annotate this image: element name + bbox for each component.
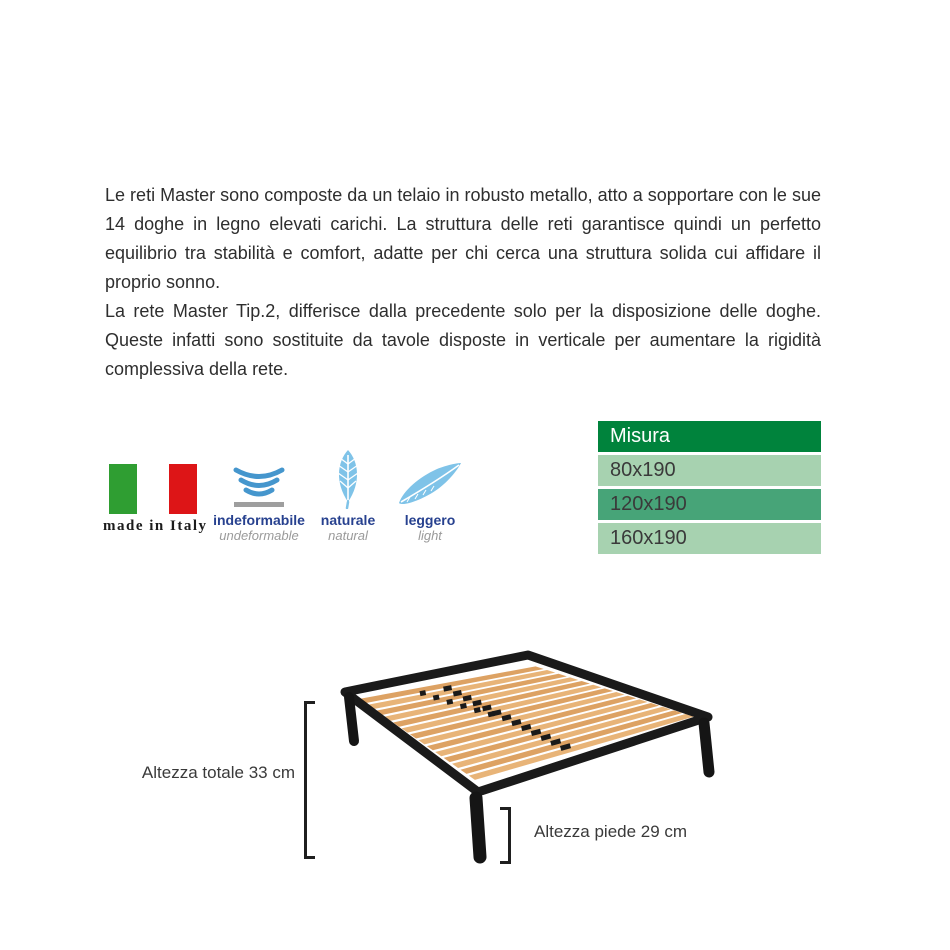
description-paragraph-2: La rete Master Tip.2, differisce dalla precedente solo per la disposizione delle doghe. Queste infatti sono sostituite da tavole disposte in verticale per aumentare la rigidità complessiva della rete.	[105, 301, 821, 379]
bed-frame-svg	[290, 640, 750, 890]
feature-sublabel: light	[418, 528, 442, 543]
feature-label: indeformabile	[213, 512, 305, 528]
sizes-table-header: Misura	[598, 421, 821, 452]
size-row-120x190: 120x190	[598, 489, 821, 520]
italy-flag-icon	[107, 464, 199, 514]
sizes-table	[598, 421, 821, 557]
bed-frame-image	[290, 640, 750, 890]
foot-height-label: Altezza piede 29 cm	[534, 822, 688, 841]
feature-label: naturale	[320, 512, 376, 528]
bed-front-leg	[476, 798, 480, 857]
size-row-160x190: 160x190	[598, 523, 821, 554]
leaf-icon	[330, 449, 366, 509]
size-row-80x190: 80x190	[598, 455, 821, 486]
bed-left-leg	[349, 697, 354, 741]
made-in-italy-badge	[103, 464, 208, 535]
flag-green-band	[109, 464, 137, 514]
feature-leggero	[375, 449, 485, 543]
feather-icon	[397, 449, 463, 509]
total-height-label: Altezza totale 33 cm	[141, 763, 295, 782]
description-paragraph-1: Le reti Master sono composte da un telaio in robusto metallo, atto a sopportare con le sue 14 doghe in legno elevati carichi. La struttura delle reti garantisce quindi un perfetto equilibrio tra stabilità e comfort, adatte per chi cerca una struttura solida cui affidare il proprio sonno.	[105, 185, 821, 292]
made-in-italy-label: made in Italy	[103, 518, 208, 534]
foot-height-bracket	[500, 807, 511, 864]
spring-flex-icon	[231, 449, 287, 509]
flag-red-band	[169, 464, 197, 514]
feature-sublabel: natural	[328, 528, 368, 543]
feature-sublabel: undeformable	[219, 528, 299, 543]
bed-right-leg	[704, 723, 709, 772]
product-description	[105, 181, 821, 384]
total-height-bracket	[304, 701, 315, 859]
feature-label: leggero	[404, 512, 456, 528]
